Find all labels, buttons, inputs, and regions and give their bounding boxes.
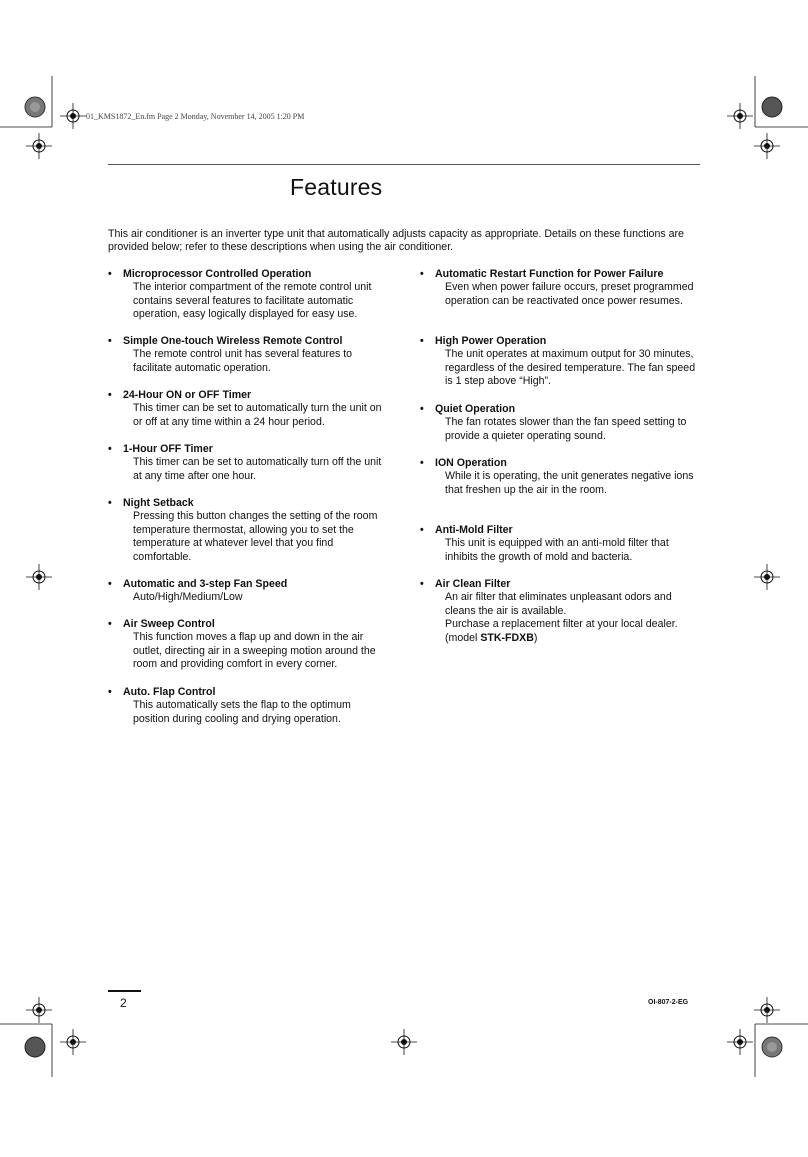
page-number: 2: [120, 996, 127, 1010]
feature-body: This unit is equipped with an anti-mold filter that inhibits the growth of mold and bacteria.: [445, 537, 669, 563]
model-suffix: ): [533, 631, 538, 644]
feature-body: This automatically sets the flap to the optimum position during cooling and drying operation.: [133, 699, 351, 725]
bullet: •: [420, 403, 424, 415]
feature-body: Pressing this button changes the setting of the room temperature thermostat, allowing you to set the temperature at whatever level that you find comfortable.: [133, 510, 378, 563]
feature-heading: Air Clean Filter: [435, 578, 511, 590]
bullet: •: [108, 268, 112, 280]
feature-heading: Simple One-touch Wireless Remote Control: [123, 335, 343, 347]
bullet: •: [420, 524, 424, 536]
intro-paragraph: This air conditioner is an inverter type unit that automatically adjusts capacity as appropriate. Details on these functions are provided below; refer to these descriptions when using the air conditioner.: [108, 228, 684, 254]
model-code: STK-FDXB: [480, 631, 534, 644]
feature-body: This timer can be set to automatically turn the unit on or off at any time within a 24 hour period.: [133, 402, 382, 428]
feature-heading: 24-Hour ON or OFF Timer: [123, 389, 252, 401]
page-title: Features: [290, 174, 383, 200]
feature-heading: Automatic Restart Function for Power Failure: [435, 268, 664, 280]
bullet: •: [420, 335, 424, 347]
feature-body: The interior compartment of the remote control unit contains several features to facilitate automatic operation, easy logically displayed for easy use.: [133, 281, 372, 321]
feature-heading: Automatic and 3-step Fan Speed: [123, 578, 288, 590]
feature-heading: High Power Operation: [435, 335, 547, 347]
feature-body: This function moves a flap up and down in the air outlet, directing air in a sweeping motion around the room and providing comfort in every corner.: [133, 631, 376, 671]
bullet: •: [108, 618, 112, 630]
document-code: OI-807-2-EG: [648, 999, 689, 1006]
feature-heading: Air Sweep Control: [123, 618, 215, 630]
model-prefix: (model: [445, 631, 481, 644]
feature-heading: Night Setback: [123, 497, 194, 509]
bullet: •: [108, 443, 112, 455]
bullet: •: [420, 457, 424, 469]
feature-heading: Quiet Operation: [435, 403, 516, 415]
feature-heading: Microprocessor Controlled Operation: [123, 268, 312, 280]
bullet: •: [108, 578, 112, 590]
feature-body: An air filter that eliminates unpleasant odors and cleans the air is available.: [445, 591, 672, 617]
bullet: •: [108, 686, 112, 698]
feature-body: Auto/High/Medium/Low: [133, 591, 243, 604]
feature-body: This timer can be set to automatically turn off the unit at any time after one hour.: [133, 456, 382, 482]
feature-body: The unit operates at maximum output for 30 minutes, regardless of the desired temperature. The fan speed is 1 step above “High”.: [445, 348, 696, 388]
feature-body: The remote control unit has several features to facilitate automatic operation.: [133, 348, 353, 374]
bullet: •: [420, 268, 424, 280]
feature-body-replacement: Purchase a replacement filter at your local dealer.: [445, 618, 678, 631]
feature-heading: ION Operation: [435, 457, 507, 469]
feature-body: While it is operating, the unit generates negative ions that freshen up the air in the room.: [445, 470, 694, 496]
feature-heading: Auto. Flap Control: [123, 686, 216, 698]
bullet: •: [420, 578, 424, 590]
bullet: •: [108, 335, 112, 347]
bullet: •: [108, 497, 112, 509]
file-header-note: 01_KMS1872_En.fm Page 2 Monday, November 14, 2005 1:20 PM: [86, 112, 305, 121]
bullet: •: [108, 389, 112, 401]
feature-body: Even when power failure occurs, preset programmed operation can be reactivated once power resumes.: [445, 281, 694, 307]
feature-heading: Anti-Mold Filter: [435, 524, 513, 536]
feature-body: The fan rotates slower than the fan speed setting to provide a quieter operating sound.: [445, 416, 687, 442]
feature-heading: 1-Hour OFF Timer: [123, 443, 213, 455]
